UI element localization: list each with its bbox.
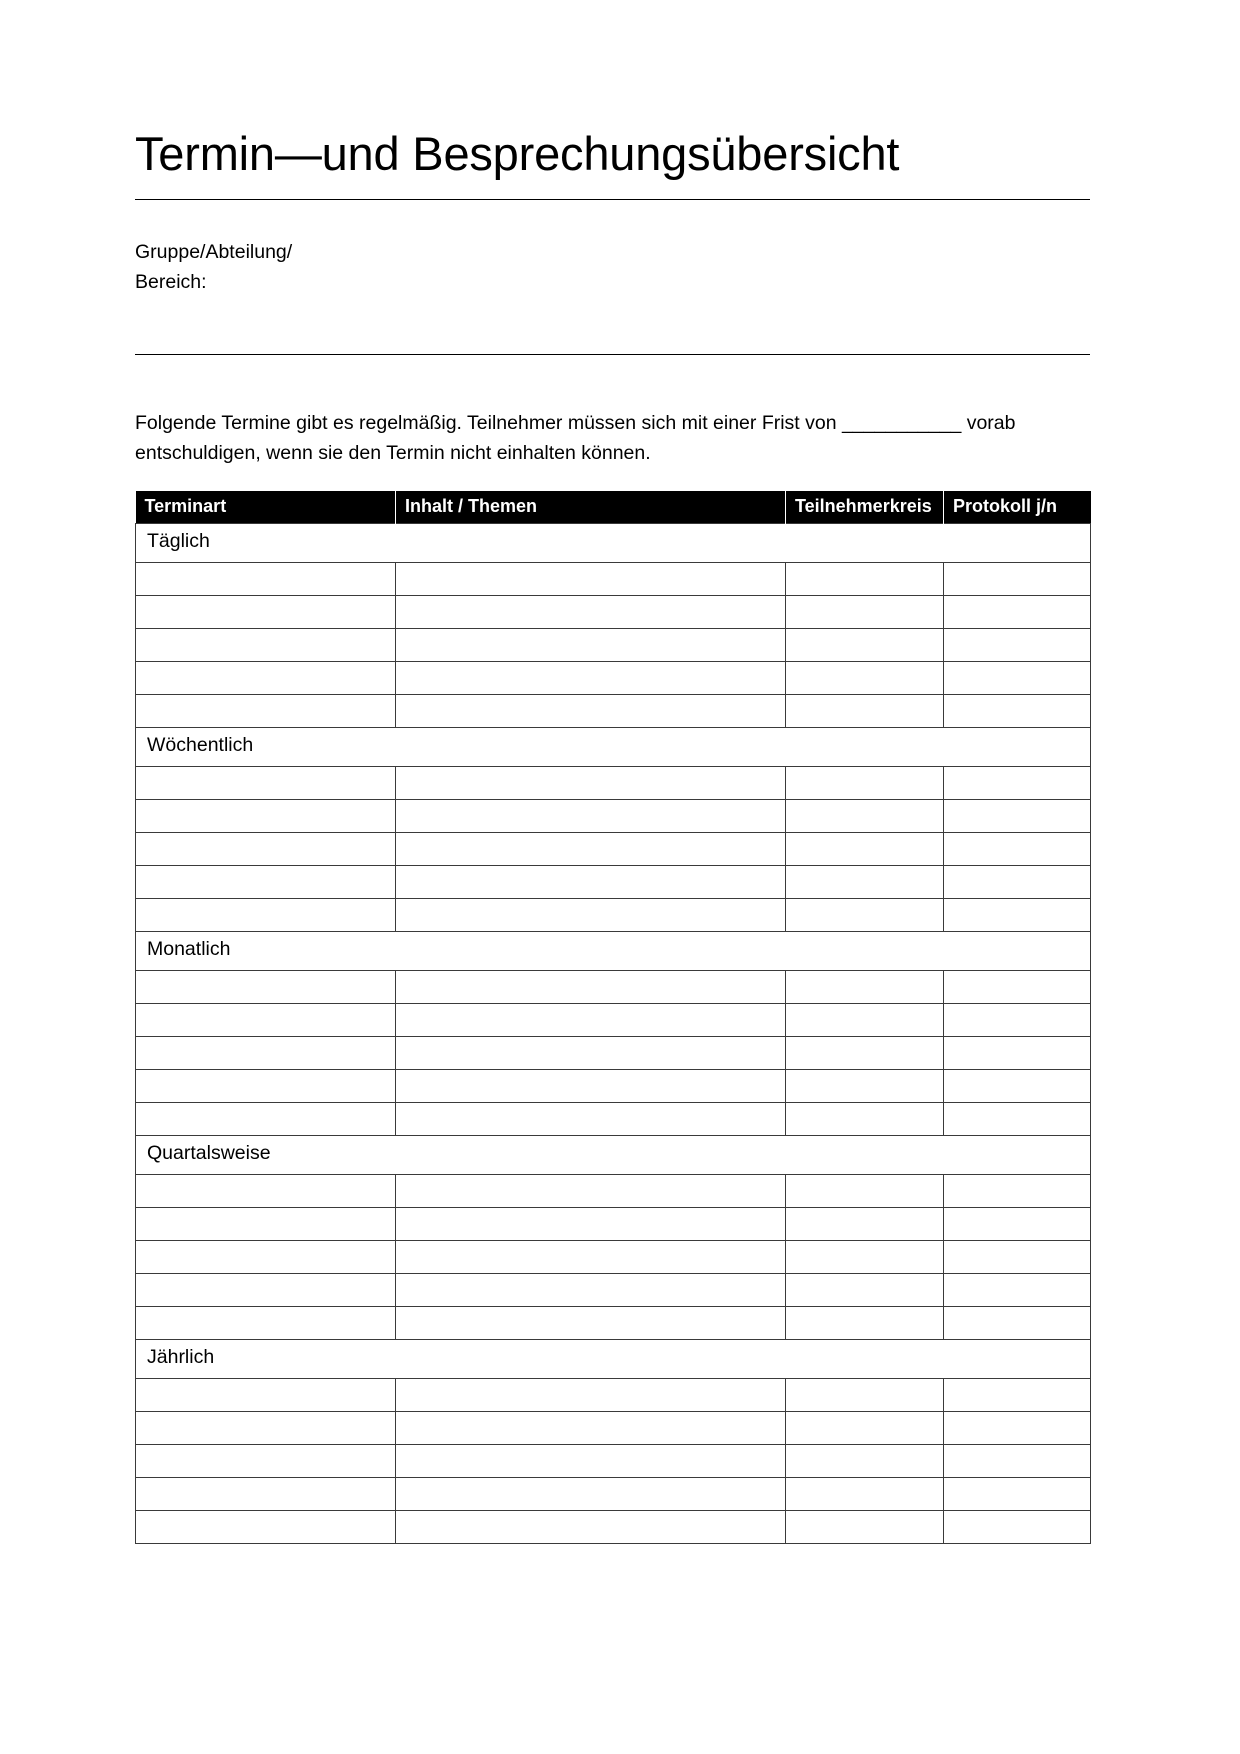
table-cell-empty[interactable] [396, 694, 786, 727]
table-cell-empty[interactable] [396, 1273, 786, 1306]
table-cell-empty[interactable] [136, 1240, 396, 1273]
table-row [136, 1411, 1091, 1444]
table-cell-empty[interactable] [944, 1306, 1091, 1339]
table-cell-empty[interactable] [136, 628, 396, 661]
table-cell-empty[interactable] [136, 595, 396, 628]
table-cell-empty[interactable] [396, 970, 786, 1003]
section-label: Wöchentlich [136, 727, 1091, 766]
table-cell-empty[interactable] [136, 1036, 396, 1069]
table-cell-empty[interactable] [786, 1306, 944, 1339]
table-row [136, 1306, 1091, 1339]
group-department-block [135, 238, 1090, 297]
table-cell-empty[interactable] [944, 799, 1091, 832]
table-cell-empty[interactable] [396, 898, 786, 931]
schedule-table [135, 491, 1091, 1544]
table-cell-empty[interactable] [136, 661, 396, 694]
table-cell-empty[interactable] [136, 1003, 396, 1036]
table-cell-empty[interactable] [136, 1411, 396, 1444]
table-row [136, 595, 1091, 628]
table-row [136, 694, 1091, 727]
section-header-row [136, 523, 1091, 562]
table-cell-empty[interactable] [396, 799, 786, 832]
table-row [136, 1240, 1091, 1273]
table-cell-empty[interactable] [136, 766, 396, 799]
column-header-inhalt: Inhalt / Themen [396, 491, 786, 524]
table-cell-empty[interactable] [786, 1444, 944, 1477]
table-cell-empty[interactable] [136, 799, 396, 832]
table-cell-empty[interactable] [396, 1378, 786, 1411]
section-label: Monatlich [136, 931, 1091, 970]
table-cell-empty[interactable] [786, 562, 944, 595]
table-cell-empty[interactable] [944, 865, 1091, 898]
table-cell-empty[interactable] [944, 1273, 1091, 1306]
table-cell-empty[interactable] [136, 832, 396, 865]
table-cell-empty[interactable] [944, 1411, 1091, 1444]
table-cell-empty[interactable] [136, 1174, 396, 1207]
group-label-line-2: Bereich: [135, 270, 207, 293]
table-cell-empty[interactable] [786, 1411, 944, 1444]
table-cell-empty[interactable] [786, 694, 944, 727]
table-cell-empty[interactable] [396, 628, 786, 661]
table-cell-empty[interactable] [396, 1102, 786, 1135]
table-row [136, 799, 1091, 832]
table-cell-empty[interactable] [786, 898, 944, 931]
table-cell-empty[interactable] [396, 1174, 786, 1207]
table-cell-empty[interactable] [136, 1273, 396, 1306]
table-cell-empty[interactable] [944, 1510, 1091, 1543]
table-cell-empty[interactable] [786, 1102, 944, 1135]
table-row [136, 1069, 1091, 1102]
table-cell-empty[interactable] [944, 898, 1091, 931]
table-row [136, 1510, 1091, 1543]
table-row [136, 1273, 1091, 1306]
table-cell-empty[interactable] [944, 1444, 1091, 1477]
table-cell-empty[interactable] [136, 1477, 396, 1510]
section-header-row [136, 1339, 1091, 1378]
table-body [136, 523, 1091, 1543]
table-row [136, 1003, 1091, 1036]
table-cell-empty[interactable] [786, 1273, 944, 1306]
table-cell-empty[interactable] [944, 1003, 1091, 1036]
table-cell-empty[interactable] [944, 1069, 1091, 1102]
table-row [136, 1036, 1091, 1069]
page-title: Termin—und Besprechungsübersicht [135, 127, 900, 180]
group-label-line-1: Gruppe/Abteilung/ [135, 241, 293, 263]
table-cell-empty[interactable] [944, 1207, 1091, 1240]
table-row [136, 970, 1091, 1003]
table-cell-empty[interactable] [944, 1036, 1091, 1069]
table-cell-empty[interactable] [786, 799, 944, 832]
column-header-protokoll: Protokoll j/n [944, 491, 1091, 524]
table-cell-empty[interactable] [944, 1174, 1091, 1207]
table-cell-empty[interactable] [136, 562, 396, 595]
table-cell-empty[interactable] [786, 865, 944, 898]
table-cell-empty[interactable] [396, 1069, 786, 1102]
table-cell-empty[interactable] [136, 865, 396, 898]
table-row [136, 1174, 1091, 1207]
table-cell-empty[interactable] [396, 1444, 786, 1477]
table-cell-empty[interactable] [944, 970, 1091, 1003]
table-cell-empty[interactable] [786, 1003, 944, 1036]
table-cell-empty[interactable] [136, 694, 396, 727]
table-cell-empty[interactable] [944, 1102, 1091, 1135]
table-cell-empty[interactable] [396, 766, 786, 799]
table-row [136, 898, 1091, 931]
table-row [136, 766, 1091, 799]
table-cell-empty[interactable] [136, 898, 396, 931]
table-cell-empty[interactable] [786, 1378, 944, 1411]
table-cell-empty[interactable] [786, 595, 944, 628]
table-cell-empty[interactable] [944, 1240, 1091, 1273]
table-cell-empty[interactable] [944, 1378, 1091, 1411]
table-cell-empty[interactable] [396, 832, 786, 865]
table-cell-empty[interactable] [136, 1444, 396, 1477]
table-cell-empty[interactable] [944, 661, 1091, 694]
table-cell-empty[interactable] [396, 1306, 786, 1339]
table-cell-empty[interactable] [396, 865, 786, 898]
table-cell-empty[interactable] [396, 562, 786, 595]
section-label: Quartalsweise [136, 1135, 1091, 1174]
table-cell-empty[interactable] [944, 595, 1091, 628]
table-cell-empty[interactable] [786, 1477, 944, 1510]
table-cell-empty[interactable] [786, 628, 944, 661]
table-cell-empty[interactable] [944, 628, 1091, 661]
table-cell-empty[interactable] [786, 1240, 944, 1273]
table-cell-empty[interactable] [396, 1411, 786, 1444]
section-label: Täglich [136, 523, 1091, 562]
group-field-divider [135, 354, 1090, 355]
section-header-row [136, 727, 1091, 766]
table-cell-empty[interactable] [136, 1102, 396, 1135]
table-cell-empty[interactable] [136, 1510, 396, 1543]
section-label: Jährlich [136, 1339, 1091, 1378]
document-content [135, 0, 1090, 1544]
section-header-row [136, 931, 1091, 970]
column-header-teilnehmer: Teilnehmerkreis [786, 491, 944, 524]
table-cell-empty[interactable] [136, 970, 396, 1003]
table-cell-empty[interactable] [944, 832, 1091, 865]
table-cell-empty[interactable] [786, 832, 944, 865]
table-cell-empty[interactable] [786, 1207, 944, 1240]
table-cell-empty[interactable] [136, 1069, 396, 1102]
table-cell-empty[interactable] [396, 1036, 786, 1069]
table-cell-empty[interactable] [396, 661, 786, 694]
table-head [136, 491, 1091, 524]
table-cell-empty[interactable] [944, 1477, 1091, 1510]
table-cell-empty[interactable] [396, 595, 786, 628]
table-row [136, 1102, 1091, 1135]
table-cell-empty[interactable] [786, 1069, 944, 1102]
table-cell-empty[interactable] [396, 1240, 786, 1273]
column-header-terminart: Terminart [136, 491, 396, 524]
table-cell-empty[interactable] [786, 1036, 944, 1069]
table-cell-empty[interactable] [786, 661, 944, 694]
table-row [136, 562, 1091, 595]
table-header-row [136, 491, 1091, 524]
table-cell-empty[interactable] [786, 970, 944, 1003]
table-row [136, 661, 1091, 694]
intro-paragraph: Folgende Termine gibt es regelmäßig. Teilnehmer müssen sich mit einer Frist von ___________ vorab entschuldigen, wenn sie den Termin nicht einhalten können. [135, 412, 1016, 465]
table-cell-empty[interactable] [136, 1207, 396, 1240]
table-cell-empty[interactable] [396, 1477, 786, 1510]
table-row [136, 1207, 1091, 1240]
table-row [136, 865, 1091, 898]
table-cell-empty[interactable] [136, 1378, 396, 1411]
table-cell-empty[interactable] [396, 1510, 786, 1543]
table-cell-empty[interactable] [786, 1174, 944, 1207]
table-cell-empty[interactable] [786, 1510, 944, 1543]
table-cell-empty[interactable] [396, 1207, 786, 1240]
table-cell-empty[interactable] [786, 766, 944, 799]
table-cell-empty[interactable] [944, 562, 1091, 595]
section-header-row [136, 1135, 1091, 1174]
table-cell-empty[interactable] [136, 1306, 396, 1339]
table-row [136, 1477, 1091, 1510]
table-cell-empty[interactable] [396, 1003, 786, 1036]
title-divider [135, 199, 1090, 200]
table-row [136, 1444, 1091, 1477]
table-row [136, 628, 1091, 661]
table-row [136, 832, 1091, 865]
table-row [136, 1378, 1091, 1411]
table-cell-empty[interactable] [944, 694, 1091, 727]
table-cell-empty[interactable] [944, 766, 1091, 799]
